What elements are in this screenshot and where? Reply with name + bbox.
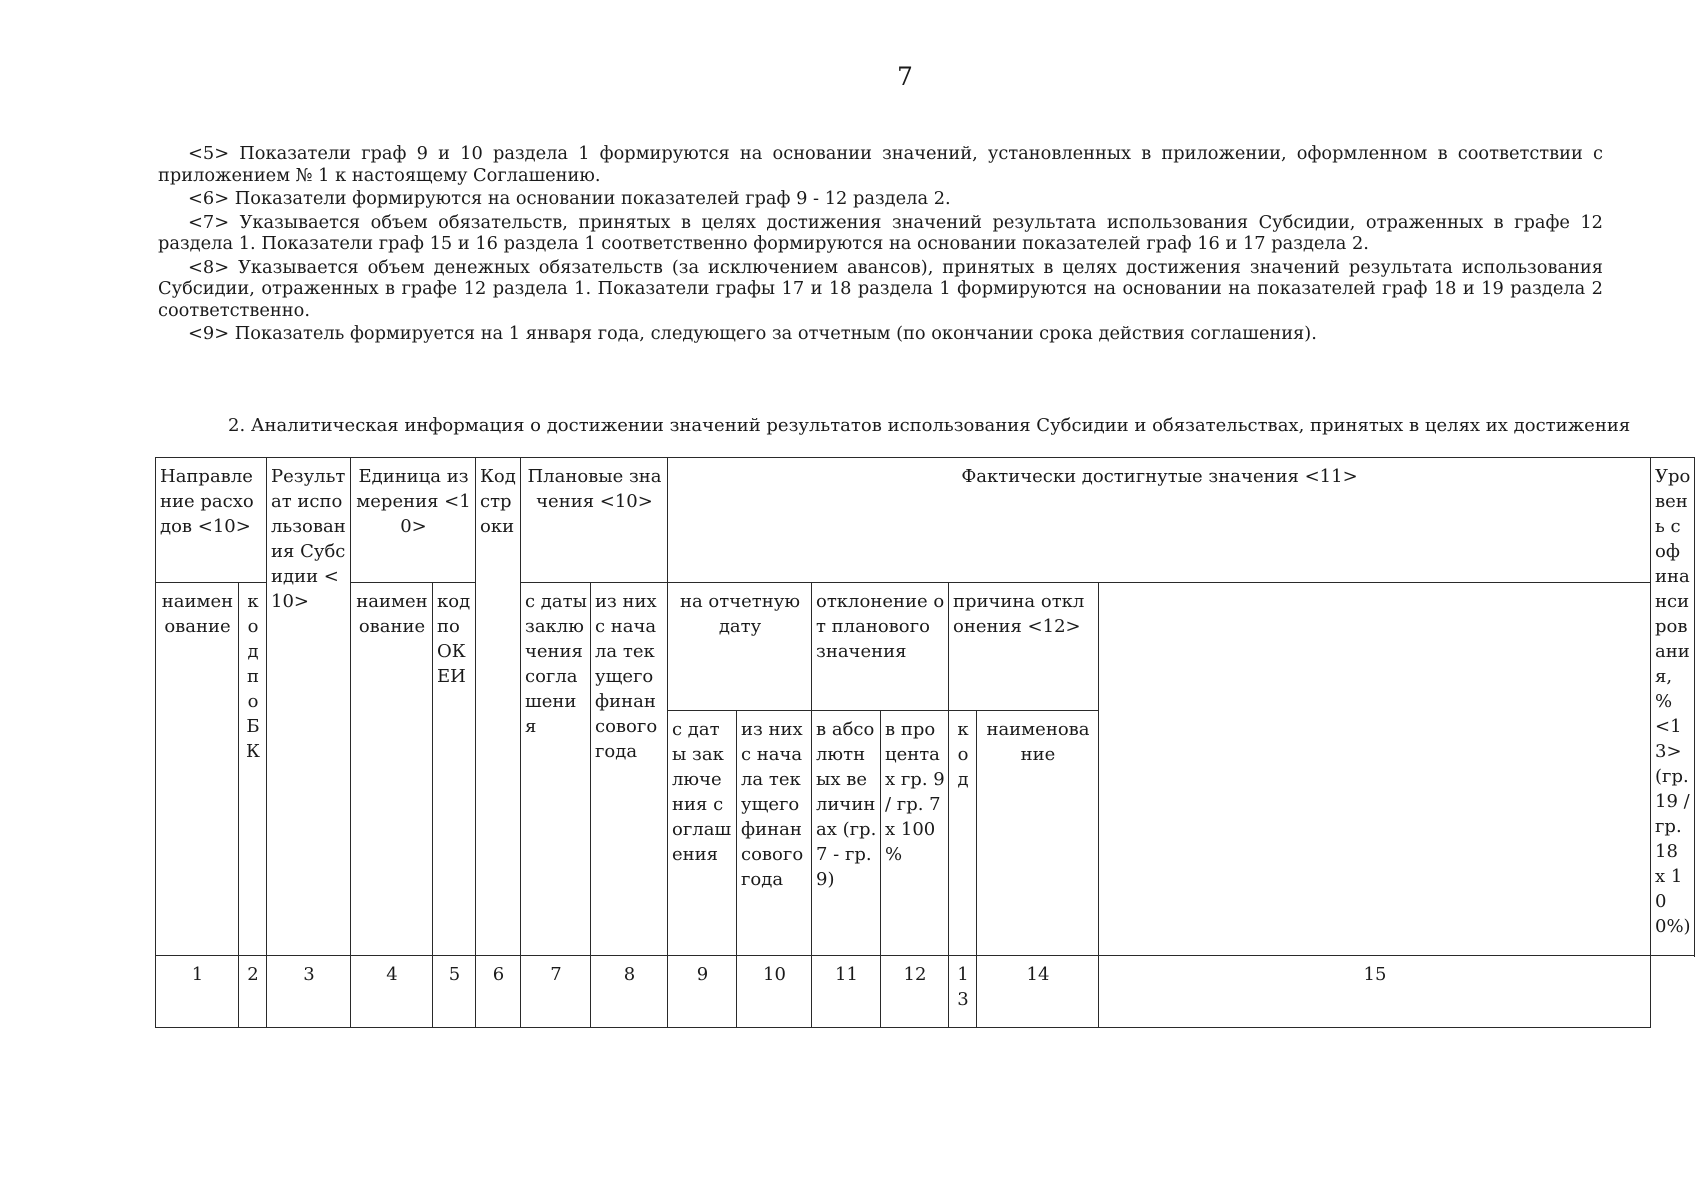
header-actual: Фактически достигнутые значения <11> bbox=[668, 458, 1651, 583]
column-number: 7 bbox=[521, 956, 591, 1028]
header-direction-code: код по БК bbox=[239, 583, 267, 956]
header-actual-from-date: с даты заключения соглашения bbox=[668, 711, 737, 956]
footnote-5: <5> Показатели граф 9 и 10 раздела 1 формируются на основании значений, установленных в приложении, оформленном в соответствии с приложением № 1 к настоящему Соглашению. bbox=[158, 143, 1603, 186]
column-number: 1 bbox=[156, 956, 239, 1028]
column-number: 6 bbox=[476, 956, 521, 1028]
header-deviation: отклонение от планового значения bbox=[812, 583, 949, 711]
column-number: 14 bbox=[977, 956, 1099, 1028]
section-heading: 2. Аналитическая информация о достижении значений результатов использования Субсидии и обязательствах, принятых в целях их достижения bbox=[228, 415, 1631, 436]
footnote-9: <9> Показатель формируется на 1 января года, следующего за отчетным (по окончании срока действия соглашения). bbox=[188, 323, 1317, 344]
column-number: 12 bbox=[881, 956, 949, 1028]
column-number: 10 bbox=[737, 956, 812, 1028]
header-unit-name: наименование bbox=[351, 583, 433, 956]
header-planned: Плановые значения <10> bbox=[521, 458, 668, 583]
column-number: 5 bbox=[433, 956, 476, 1028]
header-planned-from-date: с даты заключения соглашения bbox=[521, 583, 591, 956]
header-unit: Единица измерения <10> bbox=[351, 458, 476, 583]
footnote-8: <8> Указывается объем денежных обязательств (за исключением авансов), принятых в целях достижения значений результата использования Субсидии, отраженных в графе 12 раздела 1. Показатели графы 17 и 18 раздела 1 формируются на основании на показателей граф 18 и 19 раздела 2 соответственно. bbox=[158, 256, 1603, 321]
column-number: 8 bbox=[591, 956, 668, 1028]
header-actual-from-year: из них с начала текущего финансового года bbox=[737, 711, 812, 956]
column-number: 4 bbox=[351, 956, 433, 1028]
header-planned-from-year: из них с начала текущего финансового года bbox=[591, 583, 668, 956]
footnotes bbox=[158, 143, 1603, 347]
header-result: Результат использования Субсидии <10> bbox=[267, 458, 351, 956]
header-unit-code: код по ОКЕИ bbox=[433, 583, 476, 956]
column-number: 15 bbox=[1099, 956, 1651, 1028]
header-direction-name: наименование bbox=[156, 583, 239, 956]
footnote-6: <6> Показатели формируются на основании показателей граф 9 - 12 раздела 2. bbox=[188, 188, 951, 209]
header-direction: Направление расходов <10> bbox=[156, 458, 267, 583]
analytics-table bbox=[155, 457, 1695, 1028]
column-number: 2 bbox=[239, 956, 267, 1028]
column-number: 13 bbox=[949, 956, 977, 1028]
header-cofinancing: Уровень софинансирования, % <13> (гр. 19 / гр. 18 х 100%) bbox=[1651, 458, 1695, 956]
column-number: 3 bbox=[267, 956, 351, 1028]
footnote-7: <7> Указывается объем обязательств, принятых в целях достижения значений результата использования Субсидии, отраженных в графе 12 раздела 1. Показатели граф 15 и 16 раздела 1 соответственно формируются на основании показателей граф 16 и 17 раздела 2. bbox=[158, 211, 1603, 254]
header-reason: причина отклонения <12> bbox=[949, 583, 1099, 711]
column-number: 9 bbox=[668, 956, 737, 1028]
header-reason-name: наименование bbox=[977, 711, 1099, 956]
page-number: 7 bbox=[897, 62, 913, 91]
header-actual-reporting-date: на отчетную дату bbox=[668, 583, 812, 711]
header-deviation-abs: в абсолютных величинах (гр. 7 - гр. 9) bbox=[812, 711, 881, 956]
header-deviation-pct: в процентах гр. 9 / гр. 7 х 100 % bbox=[881, 711, 949, 956]
column-number: 11 bbox=[812, 956, 881, 1028]
header-row-code: Код строки bbox=[476, 458, 521, 956]
header-reason-code: код bbox=[949, 711, 977, 956]
